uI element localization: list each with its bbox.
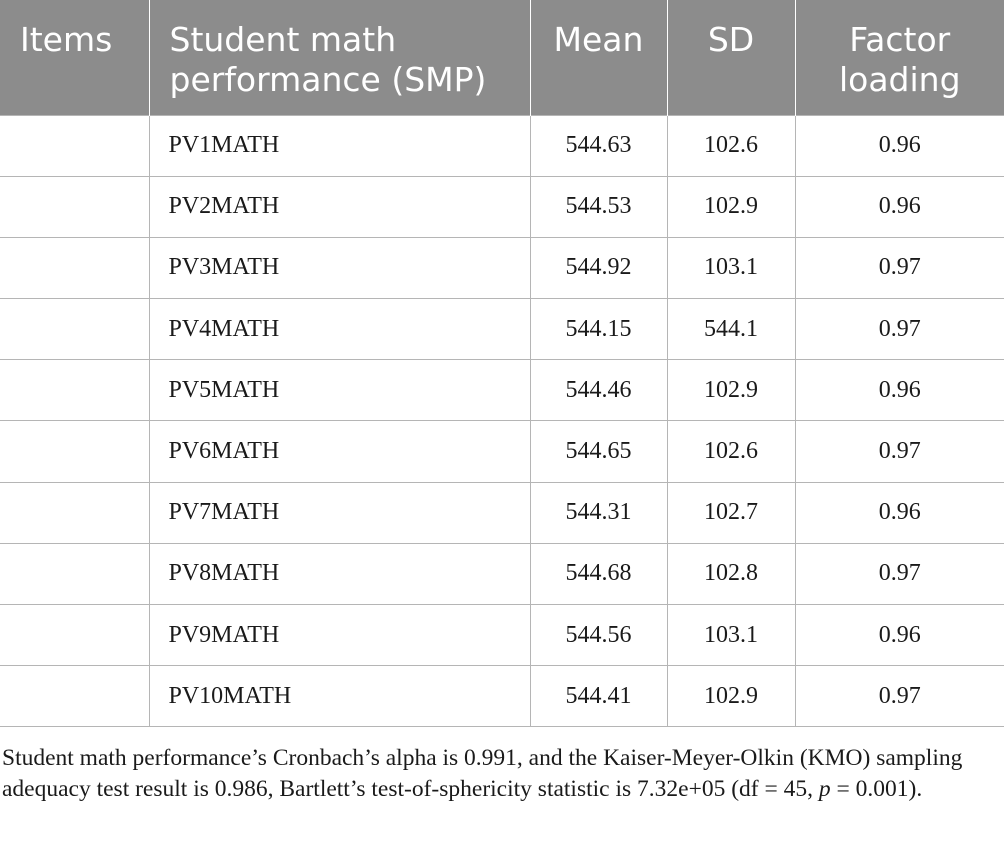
table-row [0, 115, 1004, 176]
cell-sd: 102.9 [667, 176, 795, 237]
cell-item [0, 421, 149, 482]
cell-factor-loading: 0.97 [795, 421, 1004, 482]
cell-smp: PV5MATH [149, 360, 530, 421]
cell-item [0, 360, 149, 421]
cell-factor-loading: 0.97 [795, 299, 1004, 360]
cell-smp: PV4MATH [149, 299, 530, 360]
table-header [0, 0, 1004, 115]
cell-factor-loading: 0.96 [795, 482, 1004, 543]
cell-smp: PV7MATH [149, 482, 530, 543]
cell-mean: 544.56 [530, 605, 667, 666]
cell-mean: 544.63 [530, 115, 667, 176]
table-row [0, 482, 1004, 543]
table-row [0, 543, 1004, 604]
cell-mean: 544.53 [530, 176, 667, 237]
table-row [0, 299, 1004, 360]
cell-item [0, 543, 149, 604]
cell-smp: PV10MATH [149, 666, 530, 727]
cell-smp: PV9MATH [149, 605, 530, 666]
footnote-text-start: Student math performance’s Cronbach’s alpha is 0.991, and the Kaiser-Meyer-Olkin (KMO) sampling adequacy test result is 0.986, Bartlett’s test-of-sphericity statistic is 7.32e+05 (df = 45, [2, 745, 963, 802]
cell-sd: 102.6 [667, 421, 795, 482]
cell-smp: PV3MATH [149, 237, 530, 298]
cell-sd: 102.7 [667, 482, 795, 543]
table-body [0, 115, 1004, 727]
cell-smp: PV6MATH [149, 421, 530, 482]
cell-mean: 544.65 [530, 421, 667, 482]
cell-factor-loading: 0.96 [795, 115, 1004, 176]
cell-sd: 102.6 [667, 115, 795, 176]
cell-item [0, 237, 149, 298]
cell-item [0, 605, 149, 666]
cell-mean: 544.15 [530, 299, 667, 360]
cell-mean: 544.41 [530, 666, 667, 727]
cell-smp: PV8MATH [149, 543, 530, 604]
cell-mean: 544.92 [530, 237, 667, 298]
table-row [0, 421, 1004, 482]
header-factor-loading: Factor loading [795, 0, 1004, 115]
footnote-p-symbol: p [818, 776, 831, 802]
cell-smp: PV1MATH [149, 115, 530, 176]
table-row [0, 605, 1004, 666]
cell-mean: 544.31 [530, 482, 667, 543]
table-row [0, 360, 1004, 421]
header-items: Items [0, 0, 149, 115]
cell-smp: PV2MATH [149, 176, 530, 237]
cell-factor-loading: 0.96 [795, 360, 1004, 421]
cell-item [0, 115, 149, 176]
cell-sd: 102.9 [667, 666, 795, 727]
cell-item [0, 176, 149, 237]
footnote-text-end: = 0.001). [830, 776, 923, 802]
cell-sd: 544.1 [667, 299, 795, 360]
cell-sd: 102.9 [667, 360, 795, 421]
cell-factor-loading: 0.96 [795, 605, 1004, 666]
table-footnote [2, 743, 1000, 805]
cell-item [0, 299, 149, 360]
table-row [0, 666, 1004, 727]
header-sd: SD [667, 0, 795, 115]
cell-item [0, 666, 149, 727]
cell-factor-loading: 0.97 [795, 543, 1004, 604]
cell-sd: 102.8 [667, 543, 795, 604]
table-row [0, 176, 1004, 237]
cell-sd: 103.1 [667, 605, 795, 666]
cell-factor-loading: 0.97 [795, 666, 1004, 727]
header-row [0, 0, 1004, 115]
cell-factor-loading: 0.96 [795, 176, 1004, 237]
cell-mean: 544.46 [530, 360, 667, 421]
cell-item [0, 482, 149, 543]
cell-factor-loading: 0.97 [795, 237, 1004, 298]
cell-mean: 544.68 [530, 543, 667, 604]
table-row [0, 237, 1004, 298]
header-mean: Mean [530, 0, 667, 115]
header-smp: Student math performance (SMP) [149, 0, 530, 115]
cell-sd: 103.1 [667, 237, 795, 298]
